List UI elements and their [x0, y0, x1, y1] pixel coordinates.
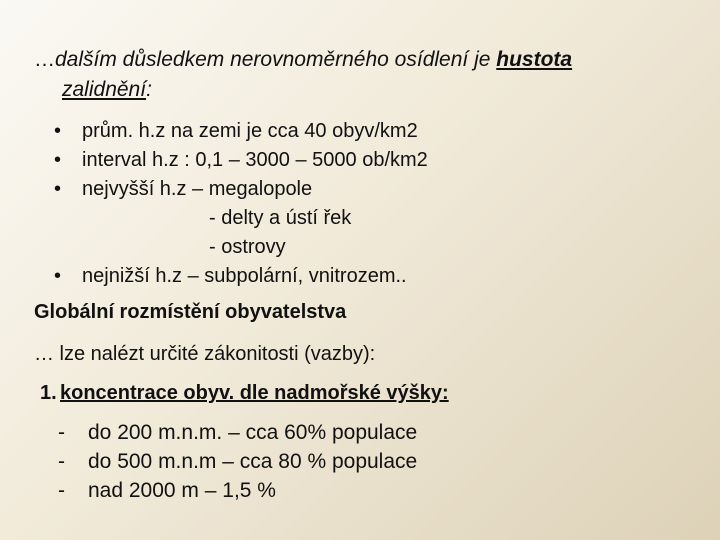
intro-colon: :	[146, 78, 152, 101]
intro-line-1	[34, 47, 572, 73]
intro-emphasis: hustota	[496, 48, 573, 71]
dash-marker: -	[58, 479, 65, 502]
bullet-text: nejvyšší h.z – megalopole	[82, 178, 313, 200]
laws-intro-text: … lze nalézt určité zákonitosti (vazby):	[34, 343, 376, 365]
intro-text: dalším důsledkem nerovnoměrného osídlení je	[55, 48, 497, 71]
dash-marker: -	[58, 450, 65, 473]
dash-text: do 200 m.n.m. – cca 60% populace	[88, 421, 418, 444]
bullet-text: nejnižší h.z – subpolární, vnitrozem..	[82, 265, 407, 287]
bullet-text: interval h.z : 0,1 – 3000 – 5000 ob/km2	[82, 149, 428, 171]
bullet-marker: •	[54, 120, 62, 142]
intro-ellipsis: …	[34, 48, 55, 71]
sub-bullet-text: - ostrovy	[209, 236, 286, 258]
dash-text: nad 2000 m – 1,5 %	[88, 479, 276, 502]
dash-text: do 500 m.n.m – cca 80 % populace	[88, 450, 418, 473]
dash-marker: -	[58, 421, 65, 444]
concentration-heading	[40, 379, 449, 407]
bullet-marker: •	[54, 149, 62, 171]
intro-underlined-term: zalidnění	[62, 78, 147, 101]
sub-bullet-text: - delty a ústí řek	[209, 207, 352, 229]
bullet-marker: •	[54, 265, 62, 287]
bullet-marker: •	[54, 178, 62, 200]
bullet-text: prům. h.z na zemi je cca 40 obyv/km2	[82, 120, 418, 142]
intro-line-2	[62, 77, 152, 103]
concentration-number: 1.	[40, 382, 57, 404]
section-heading: Globální rozmístění obyvatelstva	[34, 301, 347, 323]
concentration-label: koncentrace obyv. dle nadmořské výšky:	[60, 382, 449, 404]
